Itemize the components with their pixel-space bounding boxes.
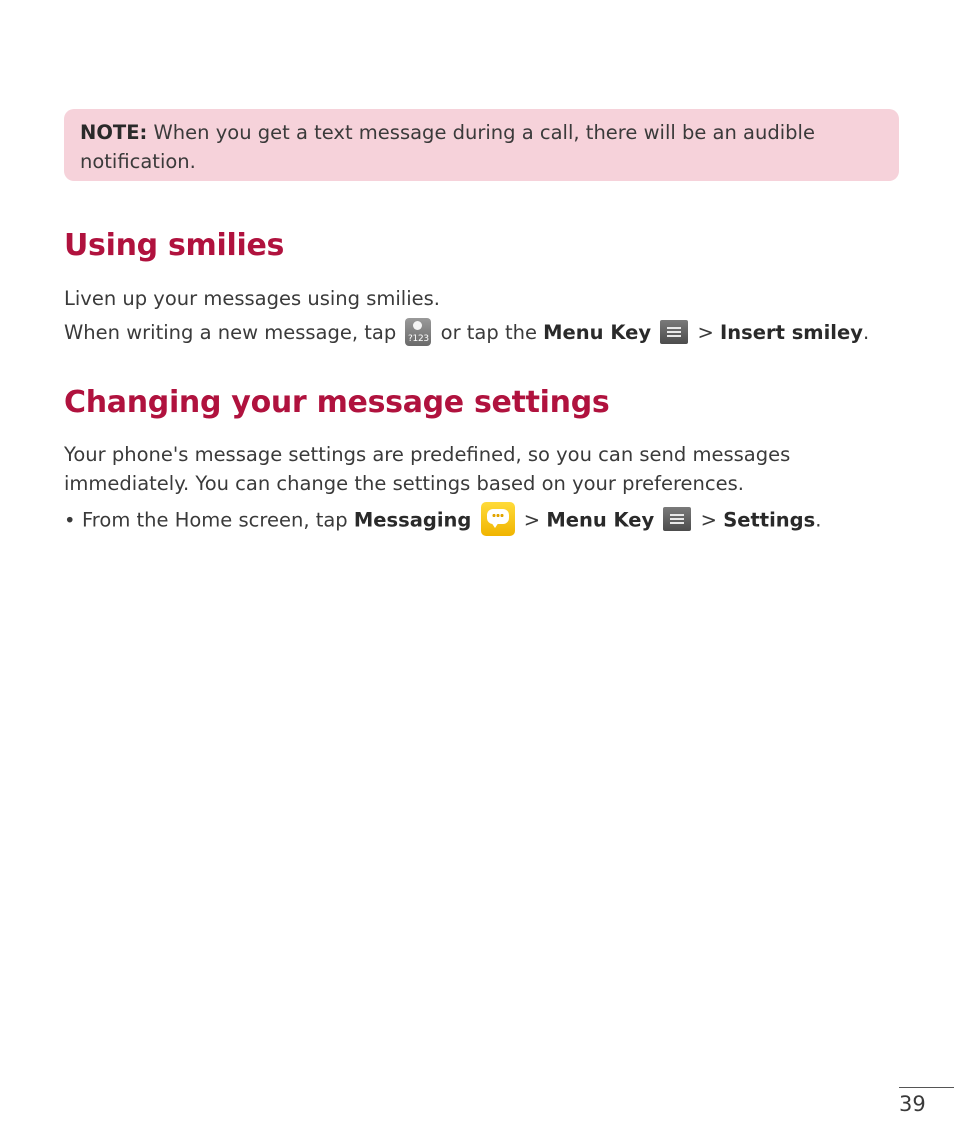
menu-key-icon (660, 320, 688, 344)
separator: > (694, 508, 724, 532)
settings-step (64, 504, 821, 538)
note-label: NOTE: (80, 121, 148, 144)
smilies-line-start: When writing a new message, tap (64, 321, 403, 344)
smilies-line-mid: or tap the (434, 321, 544, 344)
note-box (64, 109, 899, 181)
sentence-end: . (862, 321, 870, 344)
page-number: 39 (899, 1092, 926, 1116)
messaging-icon (481, 502, 515, 536)
bullet: • (64, 508, 76, 532)
settings-description: Your phone's message settings are predefined, so you can send messages immediately. You can change the settings based on your preferences. (64, 443, 791, 495)
messaging-label: Messaging (353, 508, 472, 532)
menu-key-label: Menu Key (543, 321, 652, 344)
menu-key-icon (663, 507, 691, 531)
sentence-end: . (815, 508, 822, 532)
settings-label: Settings (723, 508, 816, 532)
settings-step-start: From the Home screen, tap (82, 508, 354, 532)
smilies-instructions (64, 318, 869, 348)
menu-key-label: Menu Key (546, 508, 655, 532)
note-text: When you get a text message during a call, there will be an audible notification. (80, 121, 815, 173)
insert-smiley-label: Insert smiley (720, 321, 863, 344)
heading-changing-settings: Changing your message settings (64, 385, 610, 420)
smilies-intro: Liven up your messages using smilies. (64, 287, 440, 310)
separator: > (691, 321, 720, 344)
smiley-key-icon: ?123 (405, 318, 431, 346)
page-number-rule (899, 1087, 954, 1088)
smiley-face-glyph (413, 321, 422, 330)
heading-using-smilies: Using smilies (64, 228, 285, 263)
separator: > (517, 508, 547, 532)
